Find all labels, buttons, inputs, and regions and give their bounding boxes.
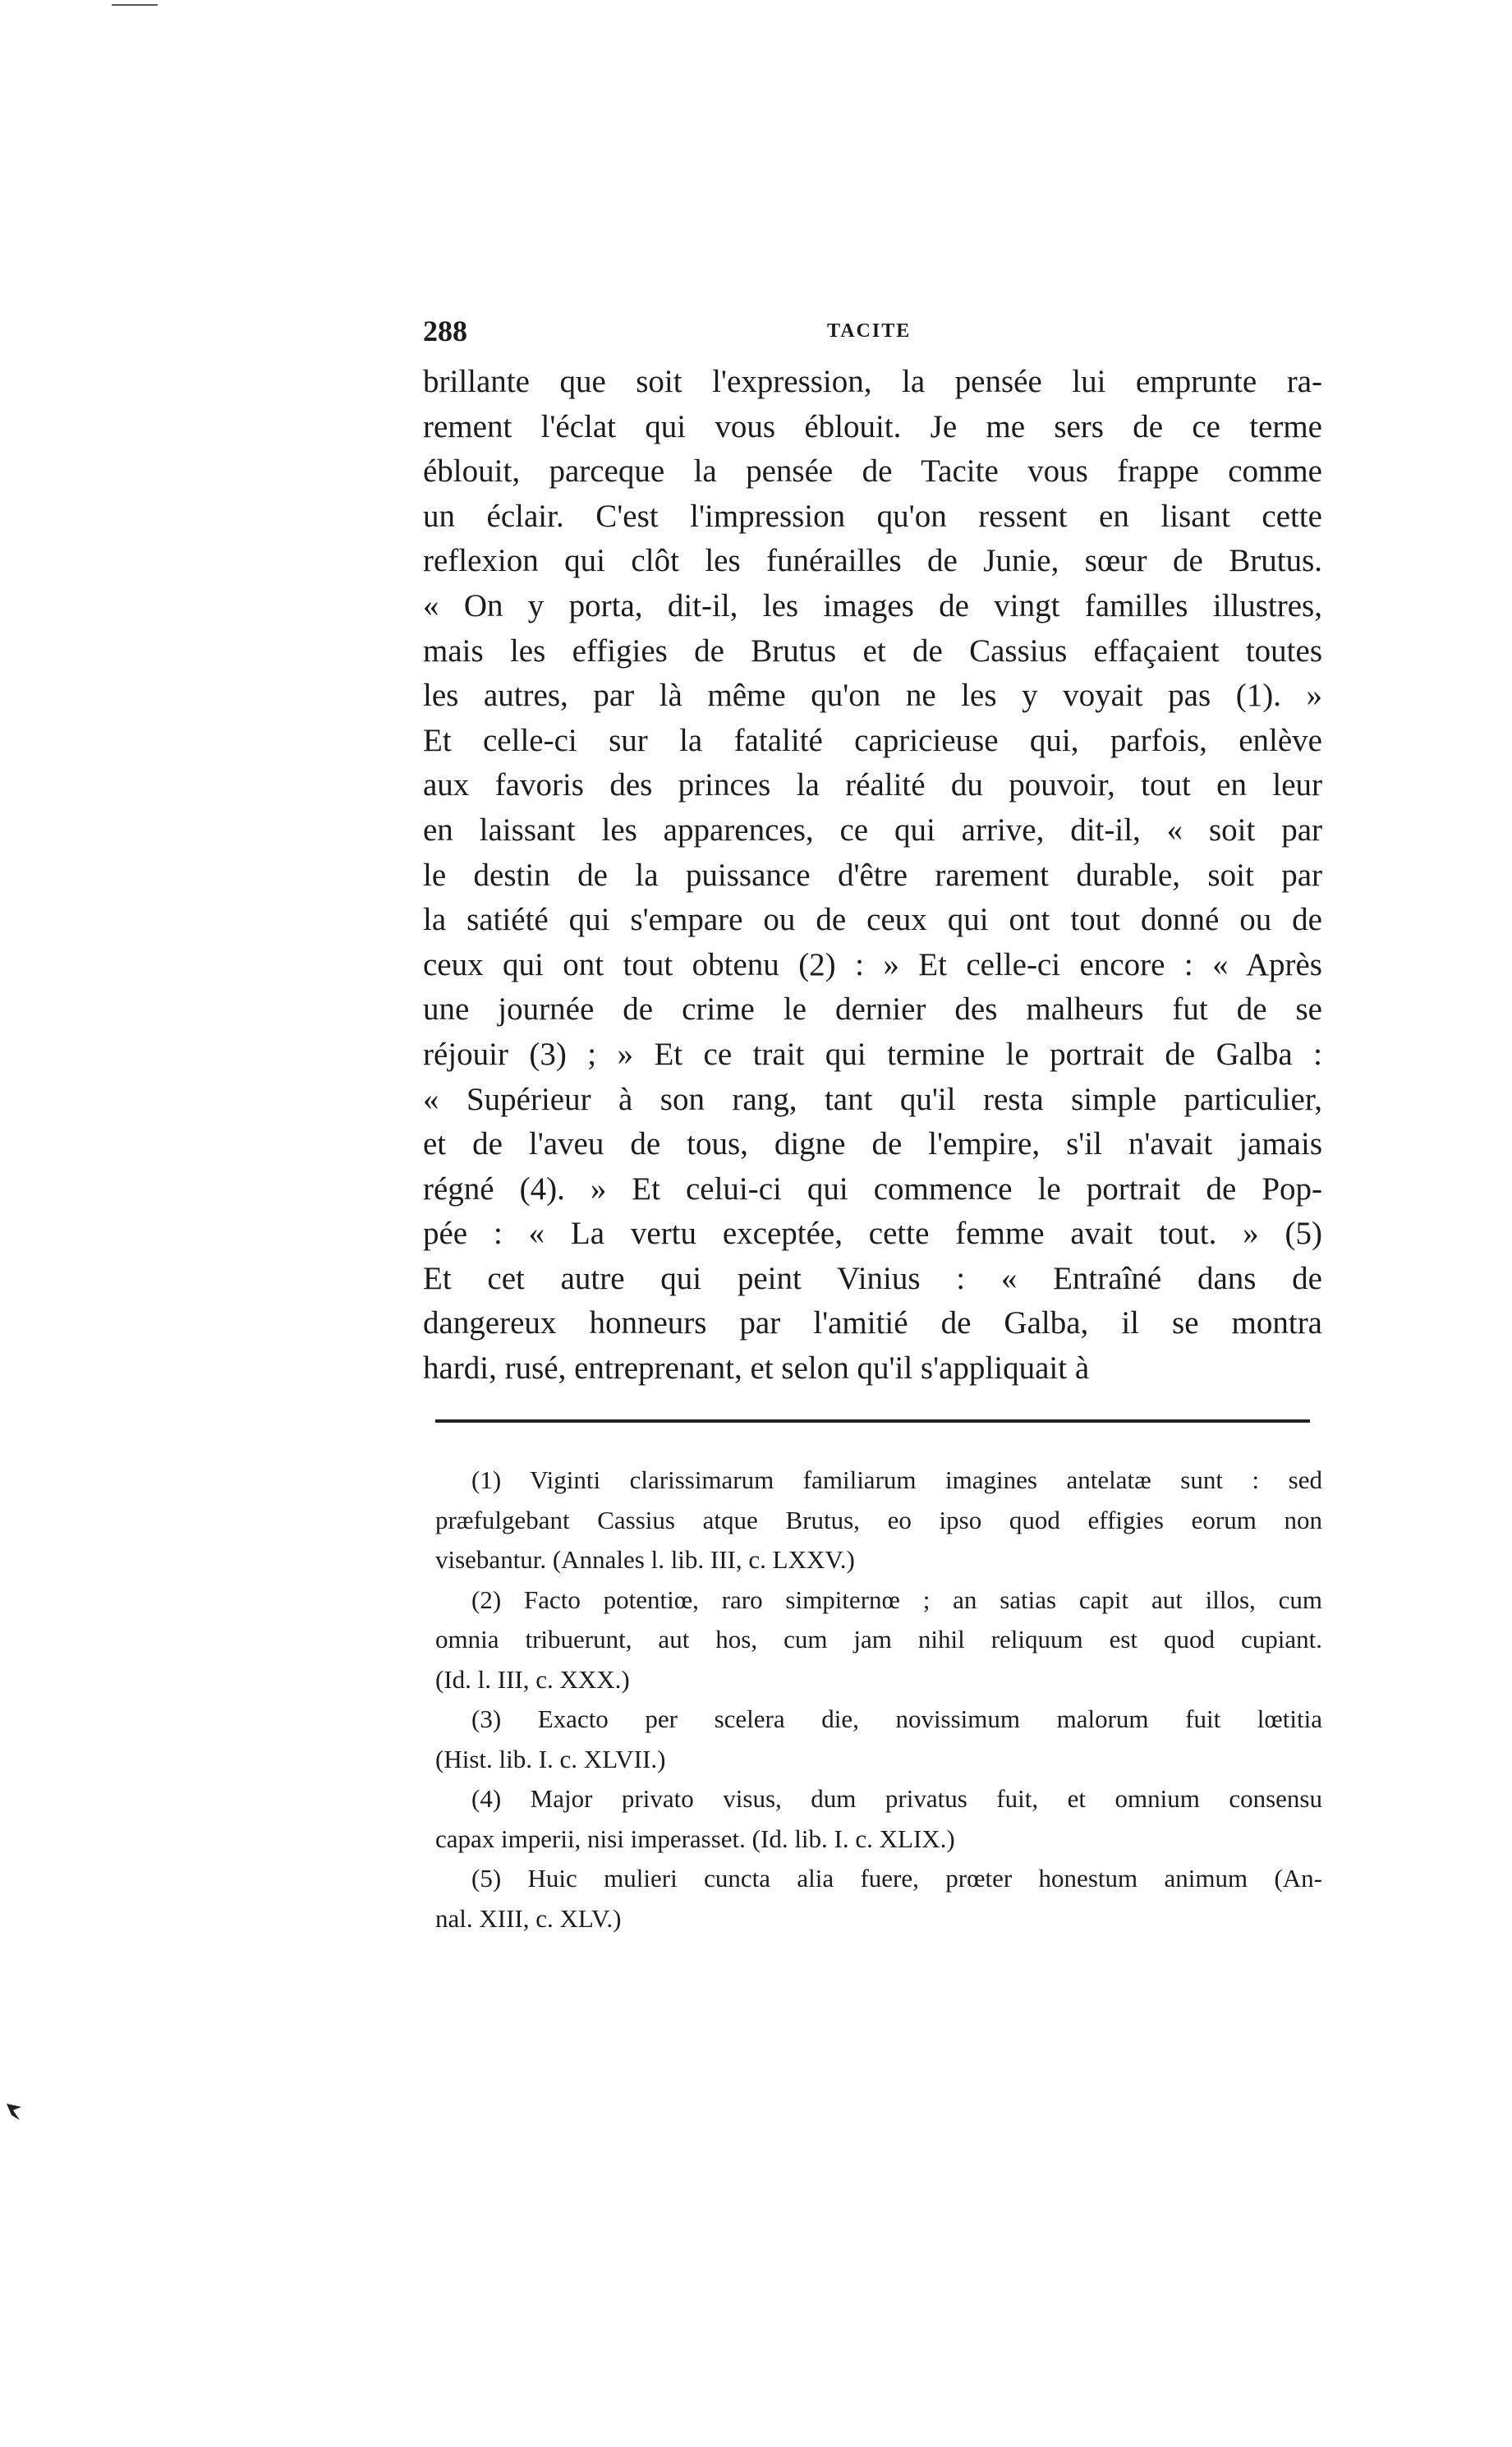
body-line: pée : « La vertu exceptée, cette femme avait tout. » (5) [423,1216,1322,1252]
body-line: aux favoris des princes la réalité du pouvoir, tout en leur [423,767,1322,803]
footnote-5: (5) Huic mulieri cuncta alia fuere, prœter honestum animum (An- [471,1864,1322,1893]
body-line: une journée de crime le dernier des malheurs fut de se [423,991,1322,1028]
body-line: hardi, rusé, entreprenant, et selon qu'il s'appliquait à [423,1350,1090,1387]
footnotes [435,1460,1322,1939]
footnote-line: visebantur. (Annales l. lib. III, c. LXXV.) [435,1545,855,1574]
body-line: mais les effigies de Brutus et de Cassius effaçaient toutes [423,632,1322,669]
body-line: brillante que soit l'expression, la pensée lui emprunte ra- [423,364,1322,399]
footnote-line: (Id. l. III, c. XXX.) [435,1664,630,1694]
running-head: TACITE [827,320,912,342]
body-line: les autres, par là même qu'on ne les y voyait pas (1). » [423,678,1322,714]
body-line: « On y porta, dit-il, les images de vingt familles illustres, [423,587,1322,623]
body-line: le destin de la puissance d'être rarement durable, soit par [423,857,1322,893]
footnote-4: (4) Major privato visus, dum privatus fuit, et omnium consensu [471,1784,1322,1813]
body-line: un éclair. C'est l'impression qu'on ressent en lisant cette [423,498,1322,534]
body-line: et de l'aveu de tous, digne de l'empire, s'il n'avait jamais [423,1126,1322,1162]
footnote-rule [435,1419,1310,1423]
body-line: dangereux honneurs par l'amitié de Galba, il se montra [423,1305,1322,1341]
body-line: Et celle-ci sur la fatalité capricieuse qui, parfois, enlève [423,722,1322,758]
body-line: reflexion qui clôt les funérailles de Junie, sœur de Brutus. [423,543,1322,579]
edge-mark-icon [110,0,159,11]
body-line: Et cet autre qui peint Vinius : « Entraîné dans de [423,1260,1322,1296]
body-line: réjouir (3) ; » Et ce trait qui termine le portrait de Galba : [423,1036,1322,1072]
body-line: « Supérieur à son rang, tant qu'il resta simple particulier, [423,1081,1322,1117]
footnote-line: nal. XIII, c. XLV.) [435,1903,622,1933]
body-line: éblouit, parceque la pensée de Tacite vous frappe comme [423,453,1322,490]
ink-speck-icon [3,2099,28,2123]
body-line: régné (4). » Et celui-ci qui commence le portrait de Pop- [423,1171,1322,1207]
footnote-line: capax imperii, nisi imperasset. (Id. lib. I. c. XLIX.) [435,1824,955,1853]
footnote-2: (2) Facto potentiœ, raro simpiternœ ; an satias capit aut illos, cum [471,1585,1322,1614]
body-line: rement l'éclat qui vous éblouit. Je me sers de ce terme [423,408,1322,444]
body-line: en laissant les apparences, ce qui arrive, dit-il, « soit par [423,812,1322,848]
page-number: 288 [423,315,467,347]
footnote-1: (1) Viginti clarissimarum familiarum imagines antelatæ sunt : sed [471,1465,1322,1494]
body-text [423,360,1322,1391]
footnote-line: omnia tribuerunt, aut hos, cum jam nihil reliquum est quod cupiant. [435,1625,1322,1654]
footnote-line: præfulgebant Cassius atque Brutus, eo ipso quod effigies eorum non [435,1505,1322,1534]
page-header [423,314,1322,353]
footnote-3: (3) Exacto per scelera die, novissimum malorum fuit lœtitia [471,1704,1322,1733]
body-line: la satiété qui s'empare ou de ceux qui ont tout donné ou de [423,902,1322,938]
footnote-line: (Hist. lib. I. c. XLVII.) [435,1744,666,1773]
body-line: ceux qui ont tout obtenu (2) : » Et celle-ci encore : « Après [423,946,1322,982]
